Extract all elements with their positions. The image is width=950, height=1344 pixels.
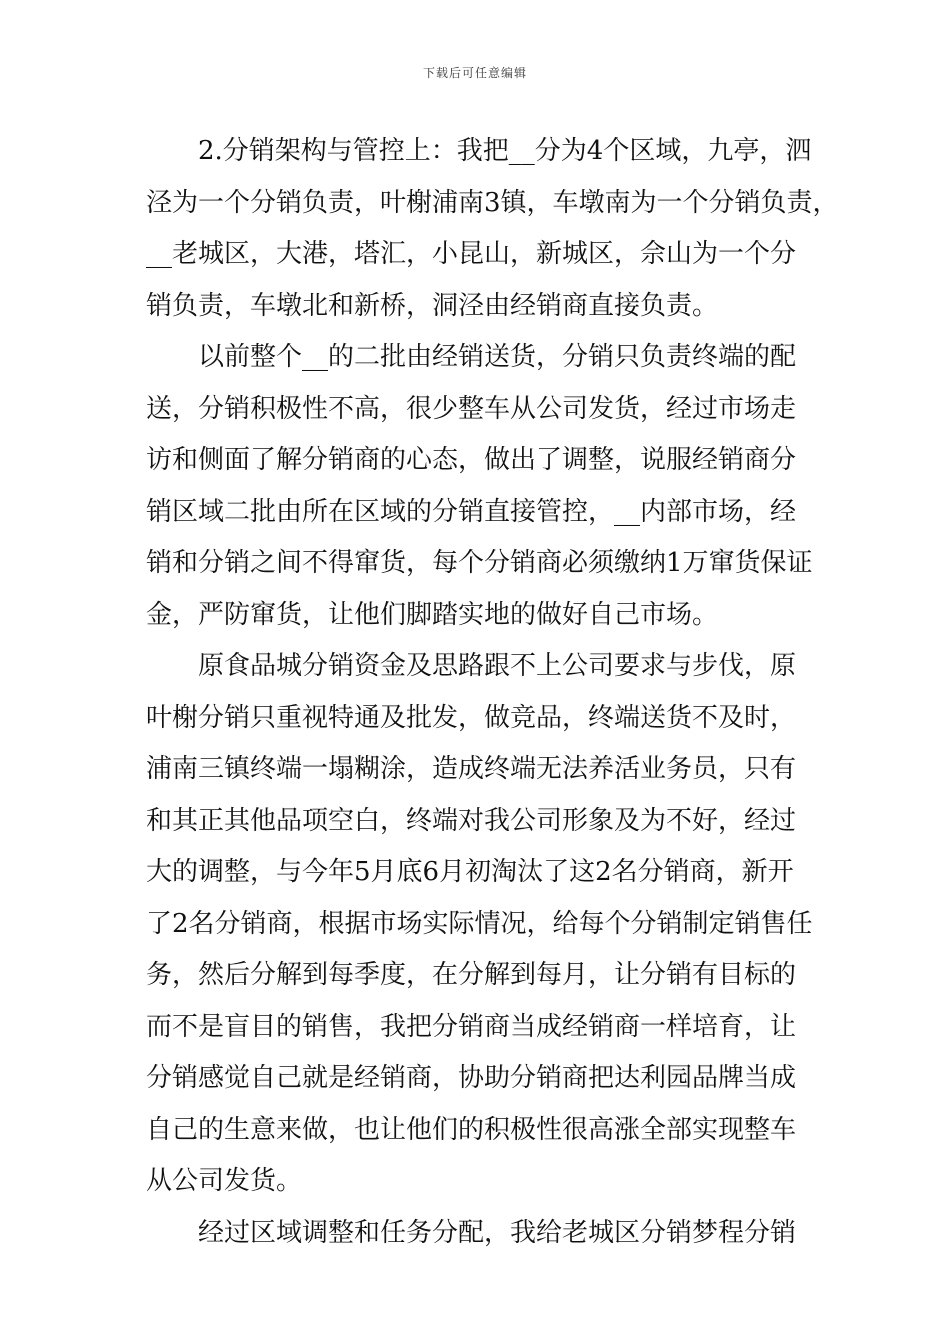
text-line: 以前整个__的二批由经销送货，分销只负责终端的配 <box>146 342 797 372</box>
page-header: 下载后可任意编辑 <box>422 66 527 80</box>
text-line: 原食品城分销资金及思路跟不上公司要求与步伐，原 <box>146 651 797 681</box>
text-line: __老城区，大港，塔汇，小昆山，新城区，佘山为一个分 <box>146 239 797 269</box>
document-body <box>146 126 839 1259</box>
paragraph <box>146 126 839 332</box>
text-line: 浦南三镇终端一塌糊涂，造成终端无法养活业务员，只有 <box>146 754 797 784</box>
text-line: 送，分销积极性不高，很少整车从公司发货，经过市场走 <box>146 393 797 424</box>
text-line: 大的调整，与今年5月底6月初淘汰了这2名分销商，新开 <box>146 857 794 887</box>
text-line: 泾为一个分销负责，叶榭浦南3镇，车墩南为一个分销负责， <box>146 187 839 218</box>
paragraph <box>146 641 826 1208</box>
text-line: 分销感觉自己就是经销商，协助分销商把达利园品牌当成 <box>146 1063 797 1093</box>
text-line: 从公司发货。 <box>146 1166 303 1196</box>
text-line: 了2名分销商，根据市场实际情况，给每个分销制定销售任 <box>146 908 813 939</box>
text-line: 叶榭分销只重视特通及批发，做竞品，终端送货不及时， <box>146 702 797 733</box>
text-line: 销和分销之间不得窜货，每个分销商必须缴纳1万窜货保证 <box>146 548 813 578</box>
text-line: 和其正其他品项空白，终端对我公司形象及为不好，经过 <box>146 805 797 836</box>
paragraph <box>146 332 826 641</box>
text-line: 2.分销架构与管控上：我把__分为4个区域，九亭，泗 <box>146 136 812 166</box>
text-line: 访和侧面了解分销商的心态，做出了调整，说服经销商分 <box>146 445 797 475</box>
text-line: 金，严防窜货，让他们脚踏实地的做好自己市场。 <box>146 599 719 630</box>
paragraph <box>146 1208 826 1260</box>
text-line: 务，然后分解到每季度，在分解到每月，让分销有目标的 <box>146 960 797 990</box>
text-line: 销区域二批由所在区域的分销直接管控，__内部市场，经 <box>146 496 797 527</box>
text-line: 而不是盲目的销售，我把分销商当成经销商一样培育，让 <box>146 1011 797 1042</box>
text-line: 自己的生意来做，也让他们的积极性很高涨全部实现整车 <box>146 1114 797 1145</box>
text-line: 经过区域调整和任务分配，我给老城区分销梦程分销 <box>146 1217 797 1248</box>
text-line: 销负责，车墩北和新桥，洞泾由经销商直接负责。 <box>146 290 719 321</box>
